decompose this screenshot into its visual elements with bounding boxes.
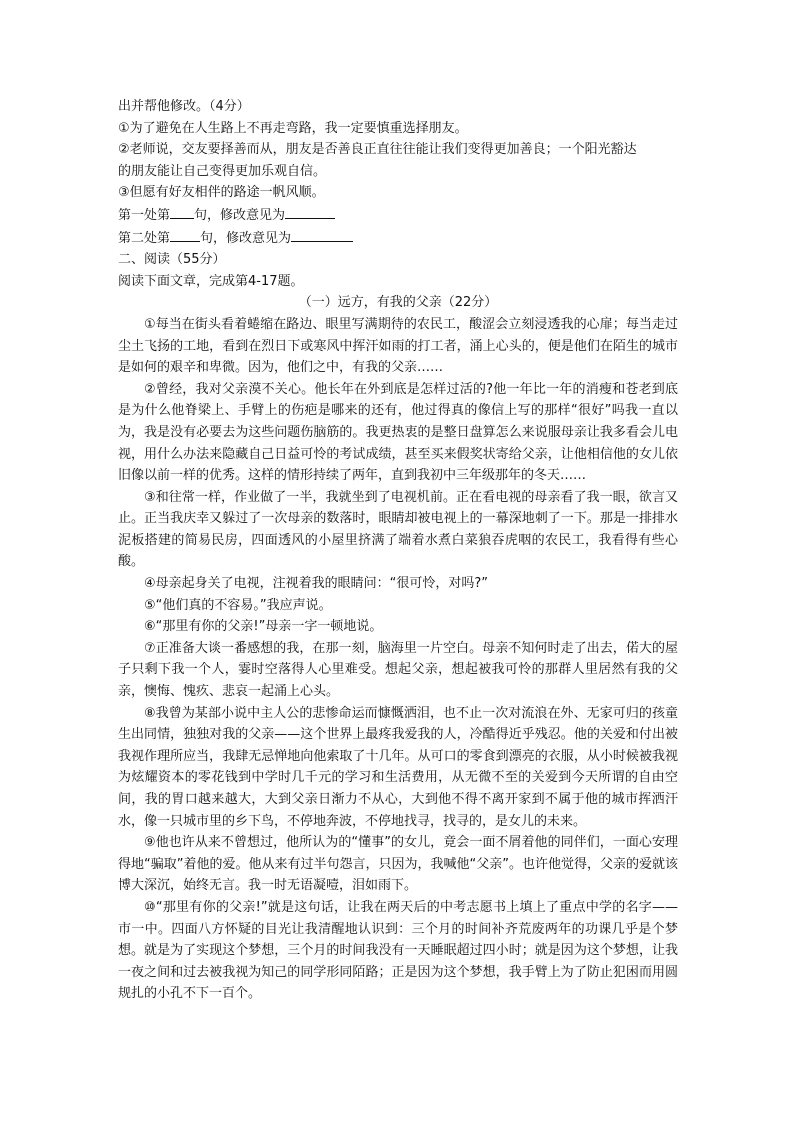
exam-page [118,96,678,1005]
paragraph-8: ⑧我曾为某部小说中主人公的悲惨命运而慷慨洒泪，也不止一次对流浪在外、无家可归的孩童生出同情，独独对我的父亲——这个世界上最疼我爱我的人，冷酷得近乎残忍。他的关爱和付出被我视作理所应当，我肆无忌惮地向他索取了十几年。从可口的零食到漂亮的衣服，从小时候被我视为炫耀资本的零花钱到中学时几千元的学习和生活费用，从无微不至的关爱到今天所谓的自由空间，我的胃口越来越大，大到父亲日渐力不从心，大到他不得不离开家到不属于他的城市挥洒汗水，像一只城市里的乡下鸟，不停地奔波，不停地找寻，找寻的，是女儿的未来。 [118,705,678,829]
revision-intro: 出并帮他修改。（4分） [118,99,250,114]
answer-2-sentence-blank[interactable] [170,227,200,242]
paragraph-9: ⑨他也许从来不曾想过，他所认为的“懂事”的女儿，竟会一面不屑着他的同伴们，一面心安理得地“骗取”着他的爱。他从来有过半句怨言，只因为，我喊他“父亲”。也许他觉得，父亲的爱就该博大深沉，始终无言。我一时无语凝噎，泪如雨下。 [118,835,678,894]
answer-2-prefix: 第二处第 [118,230,171,246]
revision-sentence-2: ②老师说，交友要择善而从，朋友是否善良正直往往能让我们变得更加善良；一个阳光豁达 [118,142,637,158]
paragraph-2: ②曾经，我对父亲漠不关心。他长年在外到底是怎样过活的?他一年比一年的消瘦和苍老到底是为什么他脊梁上、手臂上的伤疤是哪来的还有，他过得真的像信上写的那样“很好”吗我一直以为，我是没有必要去为这些问题伤脑筋的。我更热衷的是整日盘算怎么来说服母亲让我多看会儿电视，用什么办法来隐藏自己日益可怜的考试成绩，甚至买来假奖状寄给父亲，让他相信他的女儿依旧像以前一样的优秀。这样的情形持续了两年，直到我初中三年级那年的冬天…… [118,381,678,484]
section-heading: 二、阅读（55分） [118,252,226,268]
answer-line-2 [118,227,678,250]
revision-sentence-3: ③但愿有好友相伴的路途一帆风顺。 [118,185,325,201]
answer-line-1 [118,204,678,227]
paragraph-6: ⑥“那里有你的父亲!”母亲一字一顿地说。 [144,619,383,635]
revision-sentence-1: ①为了避免在人生路上不再走弯路，我一定要慎重选择朋友。 [118,120,468,136]
revision-sentence-2-continued: 的朋友能让自己变得更加乐观自信。 [118,163,327,179]
paragraph-5: ⑤“他们真的不容易。”我应声说。 [144,597,332,613]
section-instruction: 阅读下面文章，完成第4-17题。 [118,273,304,289]
answer-1-prefix: 第一处第 [118,207,171,223]
paragraph-4: ④母亲起身关了电视，注视着我的眼睛问：“很可怜，对吗?” [144,576,489,592]
paragraph-7: ⑦正准备大谈一番感想的我，在那一刻，脑海里一片空白。母亲不知何时走了出去，偌大的屋子只剩下我一个人，霎时空落得人心里难受。想起父亲，想起被我可怜的那群人里居然有我的父亲，懊悔、愧疚、悲哀一起涌上心头。 [118,640,678,700]
answer-2-suggestion-blank[interactable] [291,227,353,242]
paragraph-1: ①每当在街头看着蜷缩在路边、眼里写满期待的农民工，酸涩会立刻浸透我的心扉；每当走过尘土飞扬的工地，看到在烈日下或寒风中挥汗如雨的打工者，涌上心头的，便是他们在陌生的城市是如何的艰辛和卑微。因为，他们之中，有我的父亲…… [118,316,678,376]
paragraph-3: ③和往常一样，作业做了一半，我就坐到了电视机前。正在看电视的母亲看了我一眼，欲言又止。正当我庆幸又躲过了一次母亲的数落时，眼睛却被电视上的一幕深地刺了一下。那是一排排水泥板搭建的简易民房，四面透风的小屋里挤满了端着水煮白菜狼吞虎咽的农民工，我看得有些心酸。 [118,489,678,570]
article-title: （一）远方，有我的父亲（22分） [298,295,498,311]
answer-2-middle: 句，修改意见为 [200,230,292,246]
paragraph-10: ⑩“那里有你的父亲!”就是这句话，让我在两天后的中考志愿书上填上了重点中学的名字——市一中。四面八方怀疑的目光让我清醒地认识到：三个月的时间补齐荒废两年的功课几乎是个梦想。就是为了实现这个梦想，三个月的时间我没有一天睡眠超过四小时；就是因为这个梦想，让我一夜之间和过去被我视为知己的同学形同陌路；正是因为这个梦想，我手臂上为了防止犯困而用圆规扎的小孔不下一百个。 [118,899,678,1002]
answer-1-sentence-blank[interactable] [170,204,194,219]
answer-1-middle: 句，修改意见为 [194,207,286,223]
answer-1-suggestion-blank[interactable] [285,204,335,219]
